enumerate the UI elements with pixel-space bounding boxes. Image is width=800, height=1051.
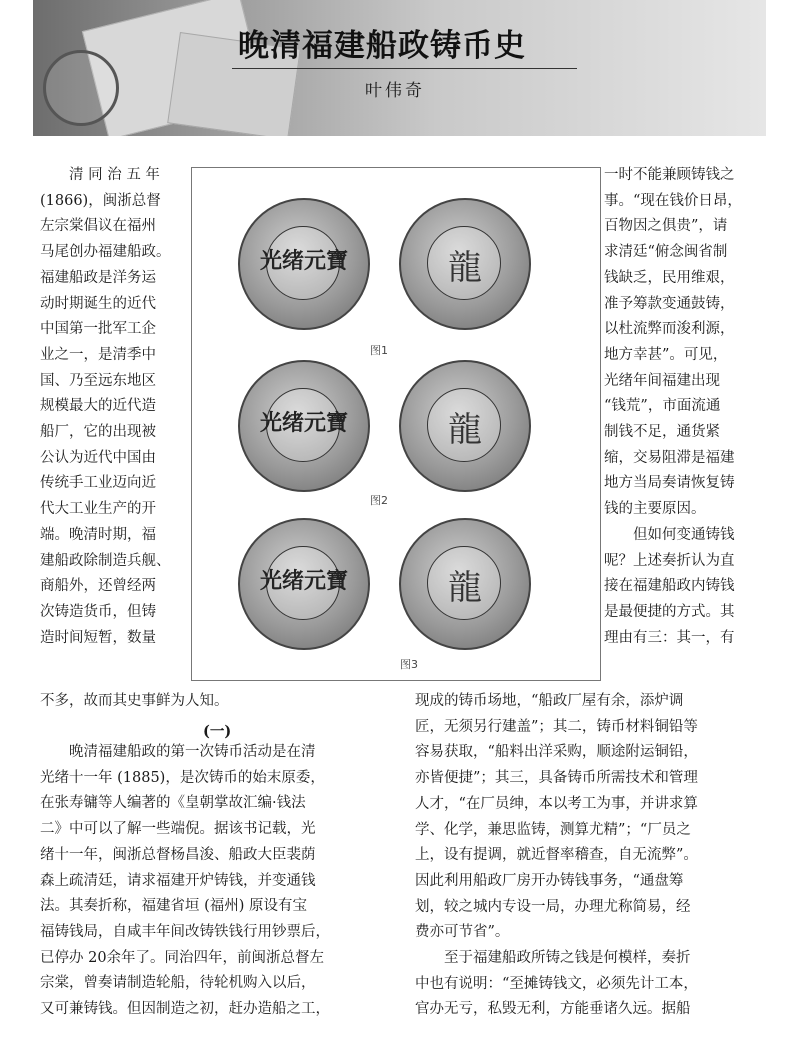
text-line: 福铸钱局，自咸丰年间改铸铁钱行用钞票后， [40, 923, 330, 940]
text-line: 人才，“在厂员绅，本以考工为事，并讲求算 [415, 795, 698, 812]
figure-caption-3: 图3 [400, 658, 418, 671]
text-line: 准予筹款变通鼓铸， [604, 295, 735, 312]
text-line: 左宗棠倡议在福州 [40, 218, 156, 235]
text-line: 福建船政是洋务运 [40, 269, 156, 286]
title-divider [232, 68, 577, 69]
section-heading: (一) [203, 723, 232, 740]
text-line: 官办无亏，私毁无利，方能垂诸久远。据船 [415, 1001, 691, 1018]
text-line: 制钱不足，通货紧 [604, 424, 720, 441]
text-line: 划，较之城内专设一局，办理尤称简易，经 [415, 898, 691, 915]
text-line: 光绪年间福建出现 [604, 372, 720, 389]
text-line: 端。晚清时期，福 [40, 526, 156, 543]
coin-reverse-3: 龍 [399, 518, 531, 650]
text-line: 公认为近代中国由 [40, 449, 156, 466]
text-line: 建船政除制造兵舰、 [40, 552, 171, 569]
left-column-top [40, 163, 188, 651]
text-line: 以杜流弊而浚利源， [604, 321, 735, 338]
text-line: 宗棠，曾奏请制造轮船，待轮机购入以后， [40, 975, 316, 992]
text-line: 百物因之俱贵”，请 [604, 218, 728, 235]
article-author: 叶伟奇 [365, 81, 425, 101]
text-line: 又可兼铸钱。但因制造之初，赶办造船之工， [40, 1001, 330, 1018]
text-line: 中国第一批军工企 [40, 321, 156, 338]
text-line: 船厂，它的出现被 [40, 424, 156, 441]
text-line: 规模最大的近代造 [40, 398, 156, 415]
text-line: 现成的铸币场地，“船政厂屋有余，添炉调 [415, 693, 684, 709]
text-line: 匠，无须另行建盖”；其二，铸币材料铜铅等 [415, 718, 698, 735]
left-column-continuation: 不多，故而其史事鲜为人知。 [40, 693, 229, 709]
coin-reverse-2: 龍 [399, 360, 531, 492]
figure-caption-1: 图1 [370, 344, 388, 357]
text-line: 容易获取，“船料出洋采购，顺途附运铜铅， [415, 744, 698, 761]
text-line: 国、乃至远东地区 [40, 372, 156, 389]
text-line: 钱缺乏，民用维艰， [604, 269, 735, 286]
text-line: 马尾创办福建船政。 [40, 244, 171, 261]
coin-reverse-1: 龍 [399, 198, 531, 330]
text-line: 传统手工业迈向近 [40, 475, 156, 492]
text-line: 但如何变通铸钱 [633, 526, 735, 543]
text-line: 呢？上述奏折认为直 [604, 552, 735, 569]
text-line: 地方幸甚”。可见， [604, 346, 728, 363]
text-line: 光绪十一年 (1885)，是次铸币的始末原委， [40, 769, 325, 786]
text-line: 接在福建船政内铸钱 [604, 578, 735, 595]
coin-figure [191, 167, 601, 681]
right-column-bottom [415, 689, 767, 1023]
text-line: 钱的主要原因。 [604, 501, 706, 518]
text-line: 缩，交易阻滞是福建 [604, 449, 735, 466]
text-line: 商船外，还曾经两 [40, 578, 156, 595]
text-line: 在张寿镛等人编著的《皇朝掌故汇编·钱法 [40, 795, 306, 812]
left-column-bottom [40, 740, 392, 1023]
text-line: 因此利用船政厂房开办铸钱事务，“通盘筹 [415, 872, 684, 889]
text-line: 晚清福建船政的第一次铸币活动是在清 [69, 744, 316, 760]
text-line: “钱荒”，市面流通 [604, 398, 721, 415]
text-line: 绪十一年，闽浙总督杨昌浚、船政大臣裴荫 [40, 846, 316, 863]
text-line: 亦皆便捷”；其三，具备铸币所需技术和管理 [415, 770, 698, 787]
magnifier-icon [43, 50, 119, 126]
text-line: 一时不能兼顾铸钱之 [604, 167, 735, 183]
text-line: 费亦可节省”。 [415, 924, 510, 941]
text-line: 是最便捷的方式。其 [604, 603, 735, 620]
text-line: 已停办 20余年了。同治四年，前闽浙总督左 [40, 949, 325, 966]
text-line: 业之一，是清季中 [40, 346, 156, 363]
text-line: 次铸造货币，但铸 [40, 603, 156, 620]
text-line: 事。“现在钱价日昂， [604, 192, 742, 209]
coin-obverse-3: 光绪元寶 [238, 518, 370, 650]
right-column-top [604, 163, 766, 651]
text-line: 求清廷“俯念闽省制 [604, 244, 728, 261]
text-line: 造时间短暂，数量 [40, 629, 156, 646]
text-line: 上，设有提调，就近督率稽查，自无流弊”。 [415, 847, 698, 864]
text-line: 理由有三：其一，有 [604, 629, 735, 646]
figure-caption-2: 图2 [370, 494, 388, 507]
text-line: 法。其奏折称，福建省垣 (福州) 原设有宝 [40, 898, 308, 915]
text-line: 地方当局奏请恢复铸 [604, 475, 735, 492]
text-line: 森上疏清廷，请求福建开炉铸钱，并变通钱 [40, 872, 316, 889]
article-title: 晚清福建船政铸币史 [238, 28, 526, 64]
coin-obverse-1: 光绪元寶 [238, 198, 370, 330]
text-line: (1866)，闽浙总督 [40, 192, 161, 209]
text-line: 二》中可以了解一些端倪。据该书记载，光 [40, 821, 316, 838]
text-line: 学、化学，兼思监铸，测算尤精”；“厂员之 [415, 821, 691, 838]
text-line: 中也有说明：“至摊铸钱文，必须先计工本， [415, 975, 698, 992]
text-line: 至于福建船政所铸之钱是何模样，奏折 [444, 950, 691, 967]
text-line: 代大工业生产的开 [40, 501, 156, 518]
text-line: 清 同 治 五 年 [69, 167, 160, 183]
text-line: 动时期诞生的近代 [40, 295, 156, 312]
coin-obverse-2: 光绪元寶 [238, 360, 370, 492]
